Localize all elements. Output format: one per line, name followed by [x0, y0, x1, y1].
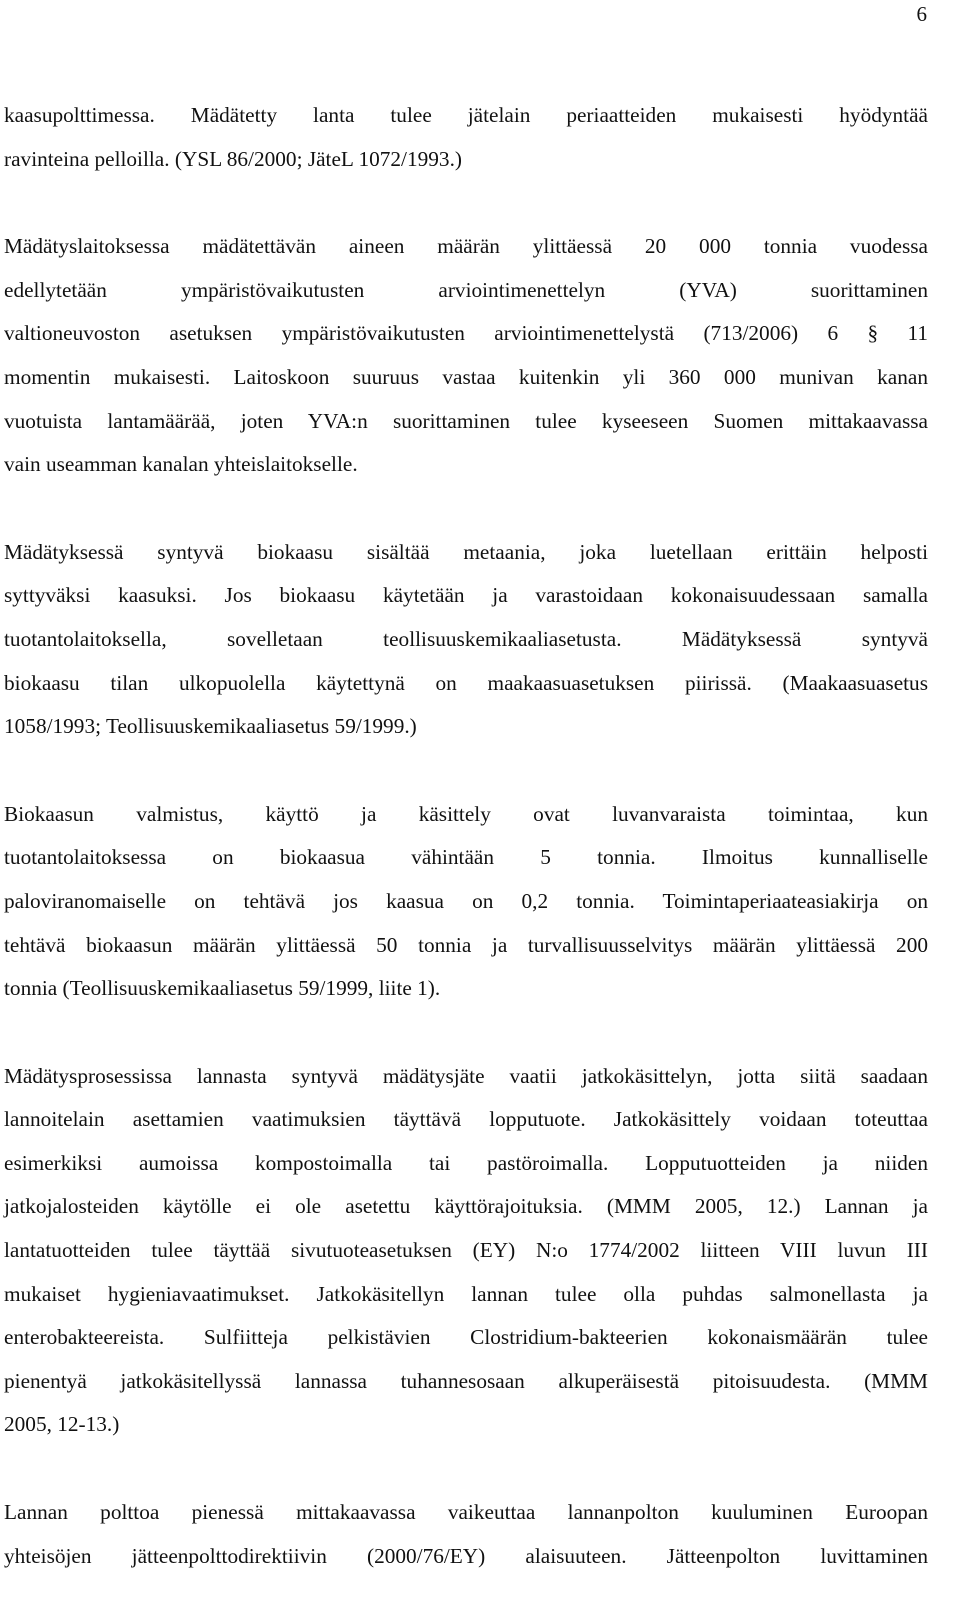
- text-line: tonnia (Teollisuuskemikaaliasetus 59/1999, liite 1).: [4, 976, 441, 1001]
- page-number: 6: [916, 2, 927, 26]
- text-line: esimerkiksi aumoissa kompostoimalla tai pastöroimalla. Lopputuotteiden ja niiden: [4, 1150, 928, 1175]
- text-line: Biokaasun valmistus, käyttö ja käsittely ovat luvanvaraista toimintaa, kun: [4, 801, 928, 826]
- text-line: yhteisöjen jätteenpolttodirektiivin (2000/76/EY) alaisuuteen. Jätteenpolton luvittaminen: [4, 1543, 928, 1568]
- text-line: tuotantolaitoksella, sovelletaan teollisuuskemikaaliasetusta. Mädätyksessä syntyvä: [4, 626, 928, 651]
- text-line: tuotantolaitoksessa on biokaasua vähintään 5 tonnia. Ilmoitus kunnalliselle: [4, 845, 928, 870]
- text-line: valtioneuvoston asetuksen ympäristövaikutusten arviointimenettelystä (713/2006) 6 § 11: [4, 321, 928, 346]
- text-line: jatkojalosteiden käytölle ei ole asetettu käyttörajoituksia. (MMM 2005, 12.) Lannan ja: [4, 1194, 928, 1219]
- text-line: enterobakteereista. Sulfiitteja pelkistävien Clostridium-bakteerien kokonaismäärän tulee: [4, 1325, 928, 1350]
- text-line: vuotuista lantamäärää, joten YVA:n suorittaminen tulee kyseeseen Suomen mittakaavassa: [4, 408, 928, 433]
- text-line: Mädätyslaitoksessa mädätettävän aineen määrän ylittäessä 20 000 tonnia vuodessa: [4, 234, 928, 259]
- text-line: Lannan polttoa pienessä mittakaavassa vaikeuttaa lannanpolton kuuluminen Euroopan: [4, 1500, 928, 1525]
- text-line: tehtävä biokaasun määrän ylittäessä 50 tonnia ja turvallisuusselvitys määrän ylittäessä 200: [4, 932, 928, 957]
- text-line: momentin mukaisesti. Laitoskoon suuruus vastaa kuitenkin yli 360 000 munivan kanan: [4, 364, 928, 389]
- paragraph: [4, 793, 928, 1011]
- document-body: [4, 94, 928, 1622]
- paragraph: [4, 94, 928, 181]
- text-line: vain useamman kanalan yhteislaitokselle.: [4, 452, 358, 477]
- paragraph: [4, 225, 928, 487]
- text-line: ravinteina pelloilla. (YSL 86/2000; JäteL 1072/1993.): [4, 146, 462, 171]
- text-line: edellytetään ympäristövaikutusten arviointimenettelyn (YVA) suorittaminen: [4, 277, 928, 302]
- text-line: 1058/1993; Teollisuuskemikaaliasetus 59/1999.): [4, 714, 417, 739]
- text-line: lannoitelain asettamien vaatimuksien täyttävä lopputuote. Jatkokäsittely voidaan toteuttaa: [4, 1107, 928, 1132]
- text-line: lantatuotteiden tulee täyttää sivutuoteasetuksen (EY) N:o 1774/2002 liitteen VIII luvun III: [4, 1238, 928, 1263]
- text-line: syttyväksi kaasuksi. Jos biokaasu käytetään ja varastoidaan kokonaisuudessaan samalla: [4, 583, 928, 608]
- text-line: Mädätyksessä syntyvä biokaasu sisältää metaania, joka luetellaan erittäin helposti: [4, 539, 928, 564]
- paragraph: [4, 531, 928, 749]
- paragraph: [4, 1055, 928, 1447]
- text-line: biokaasu tilan ulkopuolella käytettynä on maakaasuasetuksen piirissä. (Maakaasuasetus: [4, 670, 928, 695]
- text-line: paloviranomaiselle on tehtävä jos kaasua on 0,2 tonnia. Toimintaperiaateasiakirja on: [4, 888, 928, 913]
- text-line: mukaiset hygieniavaatimukset. Jatkokäsitellyn lannan tulee olla puhdas salmonellasta ja: [4, 1281, 928, 1306]
- paragraph: [4, 1491, 928, 1578]
- text-line: 2005, 12-13.): [4, 1412, 120, 1437]
- text-line: pienentyä jatkokäsitellyssä lannassa tuhannesosaan alkuperäisestä pitoisuudesta. (MMM: [4, 1368, 928, 1393]
- text-line: kaasupolttimessa. Mädätetty lanta tulee jätelain periaatteiden mukaisesti hyödyntää: [4, 103, 928, 127]
- text-line: Mädätysprosessissa lannasta syntyvä mädätysjäte vaatii jatkokäsittelyn, jotta siitä saadaan: [4, 1063, 928, 1088]
